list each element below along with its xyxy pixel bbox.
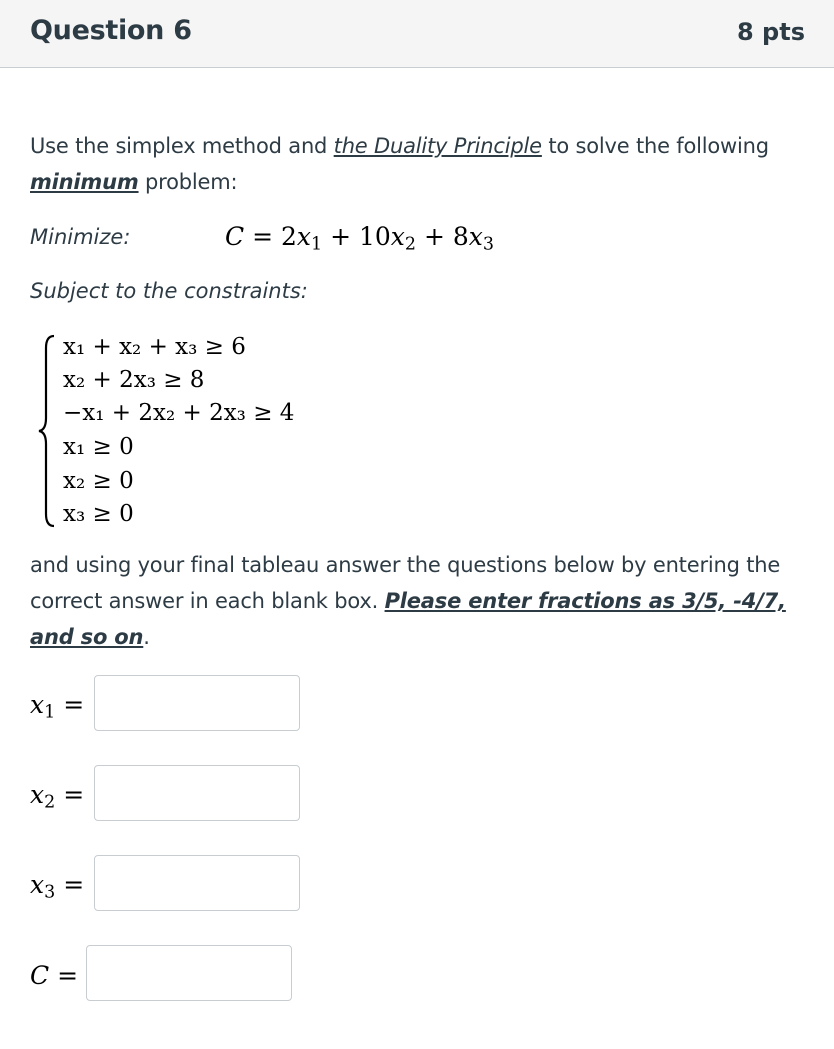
answer-label-x3 <box>30 870 85 903</box>
constraint-5: x₂ ≥ 0 <box>63 468 134 494</box>
constraint-2: x₂ + 2x₃ ≥ 8 <box>63 367 205 393</box>
constraint-1: x₁ + x₂ + x₃ ≥ 6 <box>63 334 246 360</box>
duality-principle-link[interactable]: the Duality Principle <box>333 134 542 158</box>
C-eq: = <box>49 961 79 990</box>
x2-eq: = <box>55 780 85 809</box>
x2-var: x <box>30 780 45 809</box>
answer-input-C[interactable] <box>86 945 292 1001</box>
objective-x3: x <box>468 222 483 251</box>
x1-sub: 1 <box>44 702 56 723</box>
question-header <box>0 0 834 68</box>
answer-input-x1[interactable] <box>94 675 300 731</box>
instructions-text <box>30 547 805 655</box>
minimize-label: Minimize: <box>30 225 131 249</box>
intro-part2: to solve the following <box>541 134 769 158</box>
instructions-part2: . <box>143 625 150 649</box>
objective-eq: = 2 <box>244 222 297 251</box>
intro-part3: problem: <box>138 170 238 194</box>
constraint-6: x₃ ≥ 0 <box>63 501 134 527</box>
x1-var: x <box>30 690 45 719</box>
constraint-3: −x₁ + 2x₂ + 2x₃ ≥ 4 <box>63 400 295 426</box>
x3-eq: = <box>55 870 85 899</box>
objective-x1: x <box>296 222 311 251</box>
constraints-label: Subject to the constraints: <box>30 279 308 303</box>
x3-sub: 3 <box>44 882 56 903</box>
x3-var: x <box>30 870 45 899</box>
question-title: Question 6 <box>30 15 192 46</box>
intro-text <box>30 128 805 200</box>
answer-label-C <box>30 961 78 990</box>
answer-input-x2[interactable] <box>94 765 300 821</box>
answer-input-x3[interactable] <box>94 855 300 911</box>
objective-plus8: + 8 <box>416 222 469 251</box>
minimum-emphasis: minimum <box>30 170 139 194</box>
instructions-part1: and using your final tableau answer the questions below by entering the correct answer in each blank box. <box>30 553 781 613</box>
constraint-4: x₁ ≥ 0 <box>63 434 134 460</box>
objective-x2: x <box>390 222 405 251</box>
intro-part1: Use the simplex method and <box>30 134 334 158</box>
C-var: C <box>30 961 50 990</box>
x1-eq: = <box>55 690 85 719</box>
objective-function: $C = 2x_1 + 10x_2 + 8x_3$ <box>225 222 495 255</box>
answer-label-x1 <box>30 690 85 723</box>
question-points: 8 pts <box>737 18 805 46</box>
objective-lhs: C <box>225 222 245 251</box>
left-brace-icon <box>38 334 58 528</box>
answer-label-x2 <box>30 780 85 813</box>
objective-plus10: + 10 <box>322 222 391 251</box>
fraction-format-note: Please enter fractions as 3/5, -4/7, and so on <box>30 589 786 649</box>
x2-sub: 2 <box>44 792 56 813</box>
